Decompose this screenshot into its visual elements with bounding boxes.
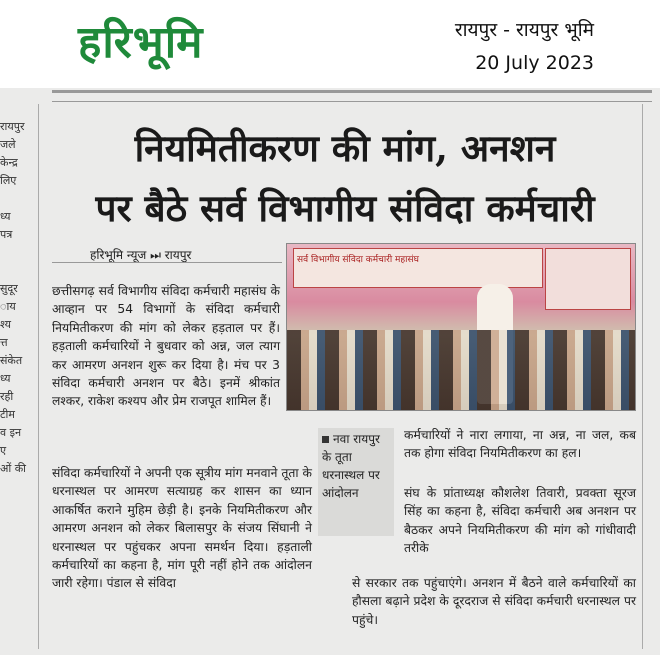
date-label: 20 July 2023 [475, 52, 594, 74]
left-fragment: जले [0, 138, 16, 151]
left-fragment: रायपुर [0, 120, 25, 133]
newspaper-logo: हरिभूमि [78, 17, 204, 68]
article-paragraph: संघ के प्रांताध्यक्ष कौशलेश तिवारी, प्रवक्ता सूरज सिंह का कहना है, संविदा कर्मचारी अब अनशन पर बैठकर अपने नियमितीकरण की मांग को गांधीवादी तरीके [404, 486, 636, 556]
left-fragment: पत्र [0, 228, 13, 241]
headline-line: नियमितीकरण की मांग, अनशन [134, 126, 556, 170]
article-paragraph: कर्मचारियों ने नारा लगाया, ना अन्न, ना जल, कब तक होगा संविदा नियमितीकरण का हल। [404, 428, 636, 461]
left-fragment: ओं की [0, 462, 27, 475]
column-divider [642, 104, 643, 649]
article-paragraph: छत्तीसगढ़ सर्व विभागीय संविदा कर्मचारी महासंघ के आव्हान पर 54 विभागों के संविदा कर्मचारी नियमितीकरण की मांग को लेकर हड़ताल पर हैं। हड़ताली कर्मचारियों ने बुधवार को अन्न, जल त्याग कर आमरण अनशन शुरू कर दिया है। मंच पर 3 संविदा कर्मचारी अनशन पर बैठे। इनमें श्रीकांत लश्कर, राकेश कश्यप और प्रेम राजपूत शामिल हैं। [52, 284, 280, 409]
left-fragment: टीम [0, 408, 15, 421]
left-fragment: केन्द्र [0, 156, 18, 169]
edition-label: रायपुर - रायपुर भूमि [454, 19, 594, 41]
column-divider [38, 104, 39, 649]
photo-banner-side [545, 248, 631, 310]
right-adjacent-column [648, 118, 660, 638]
left-fragment: ए [0, 444, 7, 457]
left-fragment: व इन [0, 426, 22, 439]
left-fragment: लिए [0, 174, 17, 187]
article-paragraph: से सरकार तक पहुंचाएंगे। अनशन में बैठने वाले कर्मचारियों का हौसला बढ़ाने प्रदेश के दूरदराज से संविदा कर्मचारी धरनास्थल पर पहुंचे। [352, 576, 636, 627]
left-fragment: त्त [0, 336, 8, 349]
callout-box [318, 428, 394, 536]
left-fragment: रही [0, 390, 14, 403]
article-paragraph: संविदा कर्मचारियों ने अपनी एक सूत्रीय मांग मनवाने तूता के धरनास्थल पर आमरण सत्याग्रह कर शासन का ध्यान आकर्षित कराने मुहिम छेड़ी है। इनके नियमितीकरण और आमरण अनशन को लेकर बिलासपुर के संजय सिंघानी ने धरनास्थल पर पहुंचकर अपना समर्थन दिया। हड़ताली कर्मचारियों का कहना है, मांग पूरी नहीं होने तक आंदोलन जारी रहेगा। पंडाल से संविदा [52, 466, 312, 591]
article-byline: हरिभूमि न्यूज ⏭ रायपुर [90, 248, 192, 262]
bullet-square-icon [322, 436, 329, 443]
left-fragment: ाय [0, 300, 16, 313]
headline-line: पर बैठे सर्व विभागीय संविदा कर्मचारी [95, 186, 595, 230]
photo-crowd [287, 330, 635, 410]
article-headline [48, 118, 642, 238]
left-fragment: ध्य [0, 210, 11, 223]
top-rule [52, 90, 652, 102]
page-header [0, 0, 660, 88]
left-fragment: ध्य [0, 372, 11, 385]
left-fragment: श्य [0, 318, 12, 331]
left-fragment: सुदूर [0, 282, 18, 295]
left-fragment: संकेत [0, 354, 23, 367]
byline-rule [52, 262, 282, 263]
article-photo [286, 243, 636, 411]
callout-text: नवा रायपुर के तूता धरनास्थल पर आंदोलन [322, 432, 380, 500]
left-adjacent-column [0, 118, 30, 638]
photo-banner: सर्व विभागीय संविदा कर्मचारी महासंघ [293, 248, 543, 288]
